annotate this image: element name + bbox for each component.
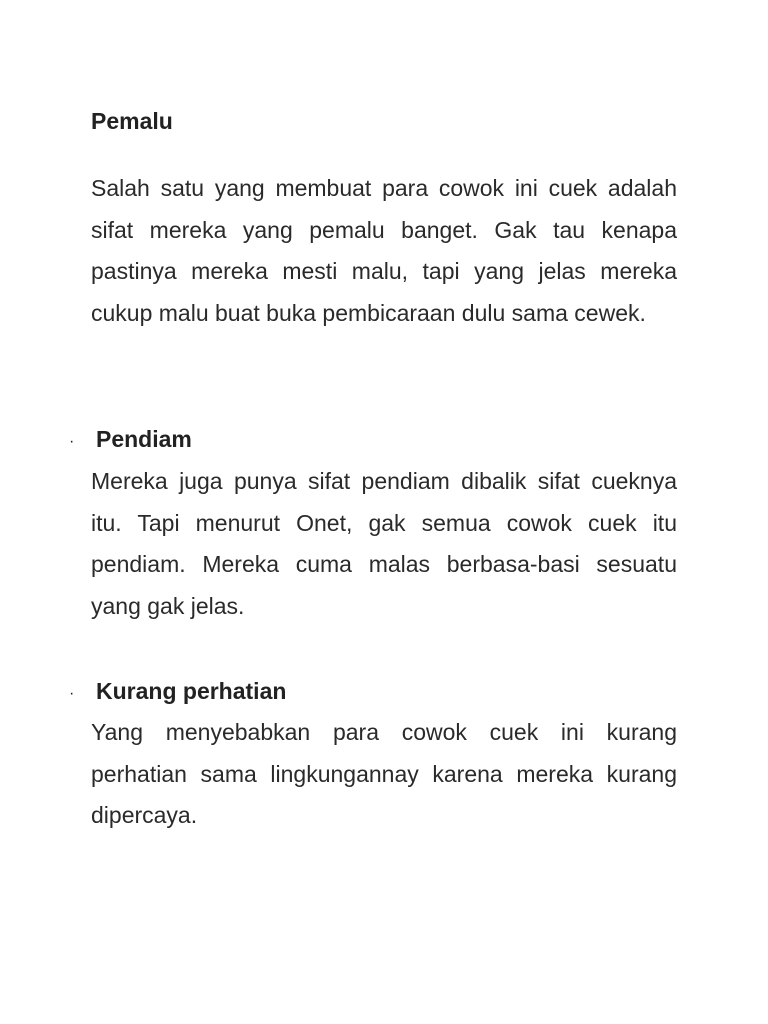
section-body-pendiam: Mereka juga punya sifat pendiam dibalik sifat cueknya itu. Tapi menurut Onet, gak semua cowok cuek itu pendiam. Mereka cuma malas berbasa-basi sesuatu yang gak jelas. xyxy=(91,468,677,619)
section-heading-pendiam: Pendiam xyxy=(96,426,192,452)
bullet-point-icon: · xyxy=(69,685,75,702)
section-heading-kurang-perhatian: Kurang perhatian xyxy=(96,678,287,704)
section-body-kurang-perhatian: Yang menyebabkan para cowok cuek ini kurang perhatian sama lingkungannay karena mereka kurang dipercaya. xyxy=(91,719,677,828)
bullet-point-icon: · xyxy=(69,433,75,450)
section-heading-pemalu: Pemalu xyxy=(91,108,173,134)
section-body-pemalu: Salah satu yang membuat para cowok ini cuek adalah sifat mereka yang pemalu banget. Gak tau kenapa pastinya mereka mesti malu, tapi yang jelas mereka cukup malu buat buka pembicaraan dulu sama cewek. xyxy=(91,175,677,326)
